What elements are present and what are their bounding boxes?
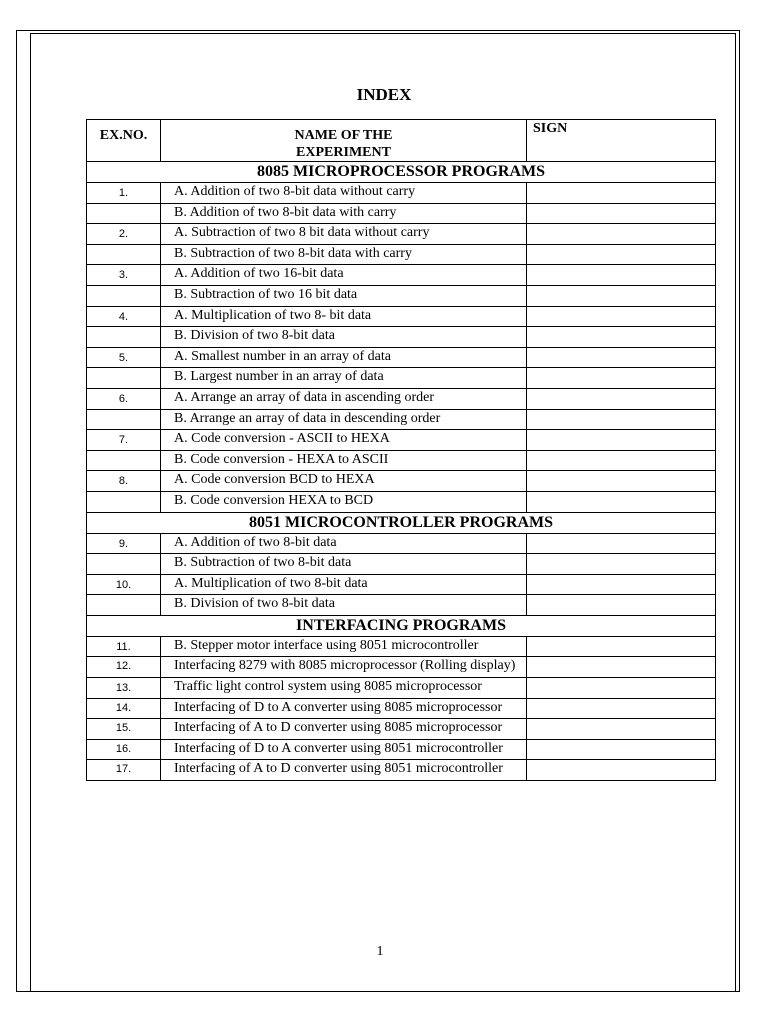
exp-number bbox=[87, 203, 161, 224]
exp-name: A. Smallest number in an array of data bbox=[161, 347, 527, 368]
exp-name: A. Addition of two 8-bit data bbox=[161, 533, 527, 554]
table-row bbox=[87, 244, 716, 265]
sign-cell bbox=[527, 450, 716, 471]
sign-cell bbox=[527, 244, 716, 265]
exp-name: B. Code conversion HEXA to BCD bbox=[161, 491, 527, 512]
table-row bbox=[87, 430, 716, 451]
table-row bbox=[87, 450, 716, 471]
exp-name: A. Addition of two 8-bit data without carry bbox=[161, 183, 527, 204]
sign-cell bbox=[527, 285, 716, 306]
table-row bbox=[87, 409, 716, 430]
table-row bbox=[87, 533, 716, 554]
exp-name: B. Division of two 8-bit data bbox=[161, 595, 527, 616]
table-row bbox=[87, 554, 716, 575]
exp-name: A. Multiplication of two 8- bit data bbox=[161, 306, 527, 327]
exp-number: 1. bbox=[87, 183, 161, 204]
table-row bbox=[87, 327, 716, 348]
exp-name: B. Arrange an array of data in descending order bbox=[161, 409, 527, 430]
exp-number bbox=[87, 450, 161, 471]
exp-number bbox=[87, 491, 161, 512]
exp-number bbox=[87, 409, 161, 430]
exp-name: B. Division of two 8-bit data bbox=[161, 327, 527, 348]
sign-cell bbox=[527, 327, 716, 348]
table-header-row bbox=[87, 120, 716, 162]
table-row bbox=[87, 595, 716, 616]
table-row bbox=[87, 306, 716, 327]
sign-cell bbox=[527, 183, 716, 204]
sign-cell bbox=[527, 409, 716, 430]
table-row bbox=[87, 471, 716, 492]
exp-number bbox=[87, 595, 161, 616]
exp-name: Interfacing of A to D converter using 8085 microprocessor bbox=[161, 719, 527, 740]
sign-cell bbox=[527, 306, 716, 327]
exp-name: B. Code conversion - HEXA to ASCII bbox=[161, 450, 527, 471]
table-row bbox=[87, 657, 716, 678]
exp-number: 6. bbox=[87, 388, 161, 409]
sign-cell bbox=[527, 491, 716, 512]
exp-number: 7. bbox=[87, 430, 161, 451]
table-body bbox=[87, 162, 716, 781]
exp-name: A. Multiplication of two 8-bit data bbox=[161, 574, 527, 595]
table-row bbox=[87, 698, 716, 719]
exp-number: 2. bbox=[87, 224, 161, 245]
exp-number: 9. bbox=[87, 533, 161, 554]
table-row bbox=[87, 739, 716, 760]
sign-cell bbox=[527, 636, 716, 657]
table-row bbox=[87, 719, 716, 740]
exp-number: 8. bbox=[87, 471, 161, 492]
exp-name: A. Subtraction of two 8 bit data without carry bbox=[161, 224, 527, 245]
sign-cell bbox=[527, 471, 716, 492]
table-row bbox=[87, 678, 716, 699]
table-row bbox=[87, 224, 716, 245]
sign-cell bbox=[527, 760, 716, 781]
exp-number: 11. bbox=[87, 636, 161, 657]
header-exno: EX.NO. bbox=[87, 120, 161, 162]
exp-number: 14. bbox=[87, 698, 161, 719]
page-number: 1 bbox=[376, 944, 384, 959]
exp-number: 3. bbox=[87, 265, 161, 286]
header-name-line1: NAME OF THE bbox=[294, 128, 393, 143]
sign-cell bbox=[527, 698, 716, 719]
section-heading: INTERFACING PROGRAMS bbox=[87, 615, 716, 636]
table-row bbox=[87, 491, 716, 512]
exp-name: B. Subtraction of two 8-bit data with carry bbox=[161, 244, 527, 265]
table-row bbox=[87, 265, 716, 286]
exp-name: A. Addition of two 16-bit data bbox=[161, 265, 527, 286]
exp-name: B. Subtraction of two 8-bit data bbox=[161, 554, 527, 575]
exp-name: A. Code conversion - ASCII to HEXA bbox=[161, 430, 527, 451]
table-row bbox=[87, 388, 716, 409]
header-name-line2: EXPERIMENT bbox=[296, 145, 391, 160]
table-row bbox=[87, 636, 716, 657]
sign-cell bbox=[527, 388, 716, 409]
exp-number bbox=[87, 368, 161, 389]
table-row bbox=[87, 285, 716, 306]
exp-number bbox=[87, 327, 161, 348]
section-heading-row bbox=[87, 162, 716, 183]
exp-name: Traffic light control system using 8085 microprocessor bbox=[161, 678, 527, 699]
table-row bbox=[87, 574, 716, 595]
exp-number: 13. bbox=[87, 678, 161, 699]
sign-cell bbox=[527, 430, 716, 451]
section-heading: 8051 MICROCONTROLLER PROGRAMS bbox=[87, 512, 716, 533]
exp-name: B. Stepper motor interface using 8051 microcontroller bbox=[161, 636, 527, 657]
sign-cell bbox=[527, 719, 716, 740]
table-row bbox=[87, 183, 716, 204]
sign-cell bbox=[527, 203, 716, 224]
exp-number bbox=[87, 554, 161, 575]
exp-number bbox=[87, 244, 161, 265]
exp-number: 10. bbox=[87, 574, 161, 595]
section-heading-row bbox=[87, 615, 716, 636]
section-heading-row bbox=[87, 512, 716, 533]
sign-cell bbox=[527, 554, 716, 575]
exp-name: A. Code conversion BCD to HEXA bbox=[161, 471, 527, 492]
section-heading: 8085 MICROPROCESSOR PROGRAMS bbox=[87, 162, 716, 183]
index-table bbox=[86, 119, 716, 781]
exp-number: 4. bbox=[87, 306, 161, 327]
sign-cell bbox=[527, 678, 716, 699]
exp-number: 17. bbox=[87, 760, 161, 781]
sign-cell bbox=[527, 368, 716, 389]
header-name bbox=[161, 120, 527, 162]
table-row bbox=[87, 760, 716, 781]
exp-name: Interfacing of D to A converter using 8051 microcontroller bbox=[161, 739, 527, 760]
exp-name: B. Largest number in an array of data bbox=[161, 368, 527, 389]
table-row bbox=[87, 368, 716, 389]
page-title: INDEX bbox=[356, 85, 412, 104]
sign-cell bbox=[527, 265, 716, 286]
exp-name: Interfacing of D to A converter using 8085 microprocessor bbox=[161, 698, 527, 719]
exp-number: 5. bbox=[87, 347, 161, 368]
sign-cell bbox=[527, 574, 716, 595]
table-row bbox=[87, 203, 716, 224]
exp-number: 12. bbox=[87, 657, 161, 678]
exp-number: 16. bbox=[87, 739, 161, 760]
sign-cell bbox=[527, 347, 716, 368]
exp-name: B. Subtraction of two 16 bit data bbox=[161, 285, 527, 306]
exp-number bbox=[87, 285, 161, 306]
exp-name: Interfacing 8279 with 8085 microprocessor (Rolling display) bbox=[161, 657, 527, 678]
sign-cell bbox=[527, 595, 716, 616]
exp-number: 15. bbox=[87, 719, 161, 740]
sign-cell bbox=[527, 657, 716, 678]
header-sign: SIGN bbox=[527, 120, 716, 162]
sign-cell bbox=[527, 739, 716, 760]
exp-name: A. Arrange an array of data in ascending order bbox=[161, 388, 527, 409]
sign-cell bbox=[527, 224, 716, 245]
exp-name: B. Addition of two 8-bit data with carry bbox=[161, 203, 527, 224]
sign-cell bbox=[527, 533, 716, 554]
exp-name: Interfacing of A to D converter using 8051 microcontroller bbox=[161, 760, 527, 781]
table-row bbox=[87, 347, 716, 368]
